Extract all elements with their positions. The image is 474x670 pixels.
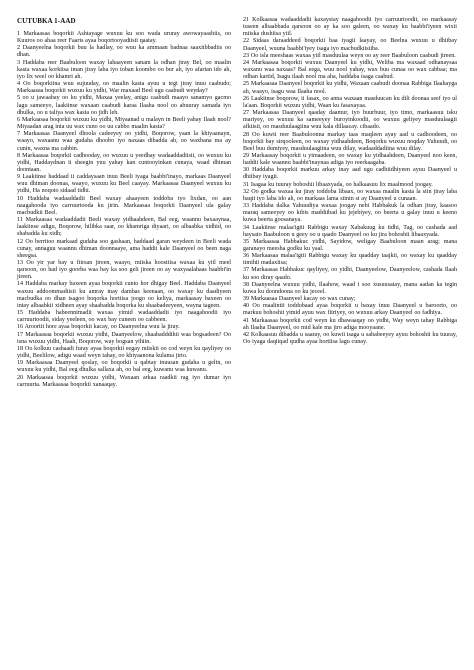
verse-35: 35 Markaasaa Habbakuc yidhi, Sayidow, weligay Baabuloon maan arag; mana garanayo meesha godku ku yaal. xyxy=(243,238,457,252)
verse-36: 36 Markaasaa malaa'igtii Rabbigu waxay ku qaadday taajkii, oo waxay ku qaadday timihii madaxiisa; xyxy=(243,253,457,267)
verse-40: 40 Oo maalintii toddobaad ayaa boqorkii u baxay inuu Daanyeel u baroorto, oo markuu bohoshii yimid ayuu wax fiiriyey, oo wuxuu arkay Daanyeel oo fadhiya. xyxy=(243,303,457,317)
verse-12: 12 Oo berritoo markaad gudaha soo gashaan, haddaad garan weydeen in Beeli wada cunay, annaguu waannu dhiman doonnaaye, ama haddii kale Daanyeel oo been naga sheegsa. xyxy=(17,238,231,259)
verse-41: 41 Markaasaa boqorkii cod weyn ku dhawaaqay oo yidhi, Way weyn tahay Rabbiga ah Ilaaha Daanyeel, oo mid kale ma jiro adiga mooyaane. xyxy=(243,317,457,331)
verse-7: 7 Markaasaa Daanyeel dhoola cadeeyey oo yidhi, Boqorow, yaan la khiyaanayn, waayo, waxaanu waa gudaha dhoobo iyo naxaas dibadda ah, oo waxbana ma ay cunin, waxna ma cabbin. xyxy=(17,131,231,152)
verse-10: 10 Haddaba wadaaddadii Beel waxay ahaayeen toddoba iyo lixdan, oo aan naagahooda iyo carruurtooda ku jirin. Markaasaa boqorkii Daanyeel ula galay macbudkii Beel. xyxy=(17,195,231,216)
verse-18: 18 Oo kolkuu cashaadi furay ayaa boqorkii eegay miiskii oo cod weyn ku qayliyey oo yidhi, Beelilow, adigu waad weyn tahay, oo khiyaanona kulama jirto. xyxy=(17,345,231,360)
verse-14: 14 Haddaba markay baxeen ayaa boqorkii cunto hor dhigay Beel. Haddaba Daanyeel waxuu addoommadiisii ku amray inay dambas keenaan, oo waxay ku daadiyeen macbudka oo dhan isagoo boqorka hortiisa joogo oo keliya, markaasay baxeen oo intay albaabkii xidheen ayay shaabadda boqorka ku shaabadeeyeen, wayna tageen. xyxy=(17,281,231,309)
verse-2: 2 Daanyeelna boqorkii buu la hadlay, oo wuu ka ammaan badnaa saaxiibbadiis oo dhan. xyxy=(17,45,231,59)
verse-37: 37 Markaasaa Habbakuc qayliyey, oo yidhi, Daanyeelow, Daanyeelow, cashada Ilaah ku soo diray qaado. xyxy=(243,267,457,281)
left-column xyxy=(17,17,231,664)
verse-23: 23 Oo isla meeshaas waxaa yiil masduulaa weyn oo ay reer Baabuloon caabudi jireen. xyxy=(243,52,456,59)
verse-38: 38 Daanyeelna wuxuu yidhi, Ilaahow, waad i soo xusuusatay, mana aadan ka tegin kuwa ku doondoona oo ku jeceel. xyxy=(243,281,457,295)
chapter-heading: CUTUBKA 1-AAD xyxy=(17,17,76,25)
verse-31: 31 Isagaa ku tuuray bohoshii libaaxyada, oo halkaasuu lix maalmood joogay. xyxy=(243,181,433,188)
verse-11: 11 Markaasaa wadaaddadii Beeli waxay yidhaahdeen, Bal eeg, waannu baxaaynaa, laakiinse adigu, Boqorow, hilibka saar, oo khamriga diyaari, oo albaabka xidhid, oo shabadda ku xidh; xyxy=(17,217,231,238)
verse-5: 5 oo u jawaabay oo ku yidhi, Maxaa yeelay, anigu caabudi maayo sanamyo gacmo lagu sameeyo, laakiinse waxaan caabudi karaa Ilaaha nool oo abuuray samada iyo dhulka, oo u taliya wax kasta oo jidh leh. xyxy=(17,95,231,116)
verse-13: 13 Oo yir yar bay u fiirsan jireen, waayo, miiska hoostiisa waxaa ku yiil meel qarsoon, oo had iyo goorba waa bay ka soo geli jireen oo ay waxyaalahaas baabbi'in jireen. xyxy=(17,260,231,281)
verse-16: 16 Aroortii hore ayaa boqorkii kacay, oo Daanyeelna wuu la jiray. xyxy=(17,324,180,331)
verse-17: 17 Markaasaa boqorkii wuxuu yidhi, Daanyeelow, shaabadddihii waa bogsadeen? Oo isna wuxuu yidhi, Haah, Boqorow, way bogsan yihiin. xyxy=(17,331,231,345)
two-column-layout xyxy=(17,17,457,664)
verse-29: 29 Markaasay boqorkii u yimaadeen, oo waxay ku yidhaahdeen, Daanyeel noo keen, haddii kale waannu baabbi'inaynaa adiga iyo reerkaagaba. xyxy=(243,152,457,167)
verse-34: 34 Laakiinse malaa'igtii Rabbigu waxay Xabakuug ku tidhi, Tag, oo cashada aad haysato Baabuloon u geey oo u qaado Daanyeel oo ku jira bohoshii libaaxyada. xyxy=(243,224,457,238)
verse-8: 8 Markaasaa boqorkii cadhooday, oo wuxuu u yeedhay wadaaddadiisii, oo wuxuu ku yidhi, Haddaydnan ii sheegin yuu yahay kan cuntooyinkan cunaya, waad dhiman doontaan. xyxy=(17,152,231,173)
verse-24: 24 Markaasaa boqorkii wuxuu Daanyeel ku yidhi, Weliba ma waxaad odhanaysaa waxanu waa naxaas? Bal eega, wuu nool yahay, wax buu cunaa oo wax cabbaa; ma odhan kartid, Isagu ilaah nool ma aha, haddaba isaga caabud. xyxy=(243,59,457,81)
verse-20: 20 Markaasaa boqorkii wuxuu yidhi, Waxaan arkaa raadkii rag iyo dumar iyo carruurta. Markaasaa boqorkii xanaaqay. xyxy=(17,374,231,388)
verse-22: 22 Sidaas daraaddeed boqorkii baa iyagii laayay, oo Beelna wuxuu u dhiibay Daanyeel, wuuna baabbi'iyey isaga iyo macbudkiisiiba. xyxy=(243,38,457,52)
verse-42: 42 Kolkaasuu dibadda u saaray, oo kuwii isaga u sababeeyey ayuu bohoshii ku tuuray, Oo iyaga daqiiqad qudha ayaa hortiisa lagu cunay. xyxy=(243,331,457,346)
verse-25: 25 Markaasaa Daanyeel boqorkii ku yidhi, Waxaan caabudi doonaa Rabbiga Ilaahayga ah, waayo, isagu waa Ilaaha nool. xyxy=(243,81,457,95)
verse-26: 26 Laakiinse boqorow, ii fasax, oo anna waxaan masduucan ku dili doonaa seef iyo ul la'aan. Boqorkii wuxuu yidhi, Waan ku fasaxayaa. xyxy=(243,95,457,109)
verse-39: 39 Markaasaa Daanyeel kacay oo wax cunay; xyxy=(243,296,356,303)
verse-28: 28 Oo kuwii reer Baabuloonna markay taas maqleen ayay aad u cadhoodeen, oo boqorkii bay sirqooleen, oo waxay yidhaahdeen, Boqorku wuxuu noqday Yuhuudi, oo Beel buu dumiyey, masduulaagiina wuu dilay, wadaaddadiina wuu dilay. xyxy=(243,131,457,152)
verse-3: 3 Haddaba reer Baabuloon waxay lahaayeen sanam la odhan jiray Bel, oo maalin kasta waxaa korkiisa iman jiray laba iyo toban koombo oo bur ah, iyo afartan ido ah, iyo lix weel oo khamri ah. xyxy=(17,59,231,80)
verse-15: 15 Haddaba habeennimadii waxaa yimid wadaaddadii iyo naagahoodii iyo carruurtoodii, siday yeeleen, oo wax bay cuneen oo cabbeen. xyxy=(17,310,231,324)
verse-30: 30 Haddaba boqorkii markuu arkay inay aad ugu cadhiidhiyeen ayuu Daanyeel u dhiibay iyagii. xyxy=(243,167,457,181)
verse-19: 19 Markaasaa Daanyeel qoslay, oo boqorkii u qabtay inuusan gudaha u gelin, oo wuxuu ku yidhi, Bal eeg dhulka sallaxa ah, oo bal eeg, kuwanu waa kuwanu. xyxy=(17,360,231,374)
verse-9: 9 Laakiinse haddaad ii caddaysaan inuu Beeli iyaga baabbi'inayo, markaas Daanyeel wuu dhiman doonaa, waayo, wuxuu ku Beel caayay. Markaasaa Daanyeel wuxuu ku yidhi, Ha noqoto sidaad tidhi. xyxy=(17,174,231,195)
verse-33: 33 Haddaba dalka Yahuudiya waxaa joogay nebi Habbakuk la odhan jiray, kaasoo maraq sameeyey oo kibis maddiibad ku jejebiyey, oo beerta u galay inuu u keeno kuwa beerta goosanaya. xyxy=(243,203,457,224)
verse-4: 4 Oo boqorkiina wuu sujuuday, oo maalin kasta ayuu u tegi jiray inuu caabudo; Markaasaa boqorkii wuxuu ku yidhi, War maxaad Beel ugu caabudi weyday? xyxy=(17,81,231,95)
verse-21: 21 Kolkaasaa wadaaddadii kaxaystay naagahoodii iyo carruurtoodii, oo markaasay tuseen albaabbada qarsoon oo ay ka soo galeen, oo waxay ku baabbi'iyeen wixii miiska dushiisa yiil. xyxy=(243,17,457,38)
verse-1: 1 Markaasaa boqorkii Ashtayage wuxuu ku soo wada ururay awowayaashiis, oo Kuuros oo ahaa reer Faaris ayaa boqortooyadiisii qaatay. xyxy=(17,31,231,45)
verse-32: 32 Oo godka waxaa ku jiray toddoba libaax, oo waxaa maalin kasta la siin jiray laba baqti iyo laba ido ah, oo markaas lama siinin si ay Daanyeel u cunaan. xyxy=(243,188,457,202)
verse-6: 6 Markaasaa boqorkii wuxuu ku yidhi, Miyaanad u malayn in Beeli yahay Ilaah nool? Miyaadan arag inta uu wax cuno oo uu cabbo maalin kasta? xyxy=(17,116,231,131)
right-column xyxy=(243,17,457,664)
verse-27: 27 Markaasaa Daanyeel qaaday daamur, iyo buurbuur, iyo timo, markaasuu isku mariyey, oo wuxuu ka sameeyey buroyinkoodii, oo wuxuu geliyey masduulaagii afkiisii, oo masduulaagiina wuu kala dillaacay. cibaado. xyxy=(243,110,457,131)
